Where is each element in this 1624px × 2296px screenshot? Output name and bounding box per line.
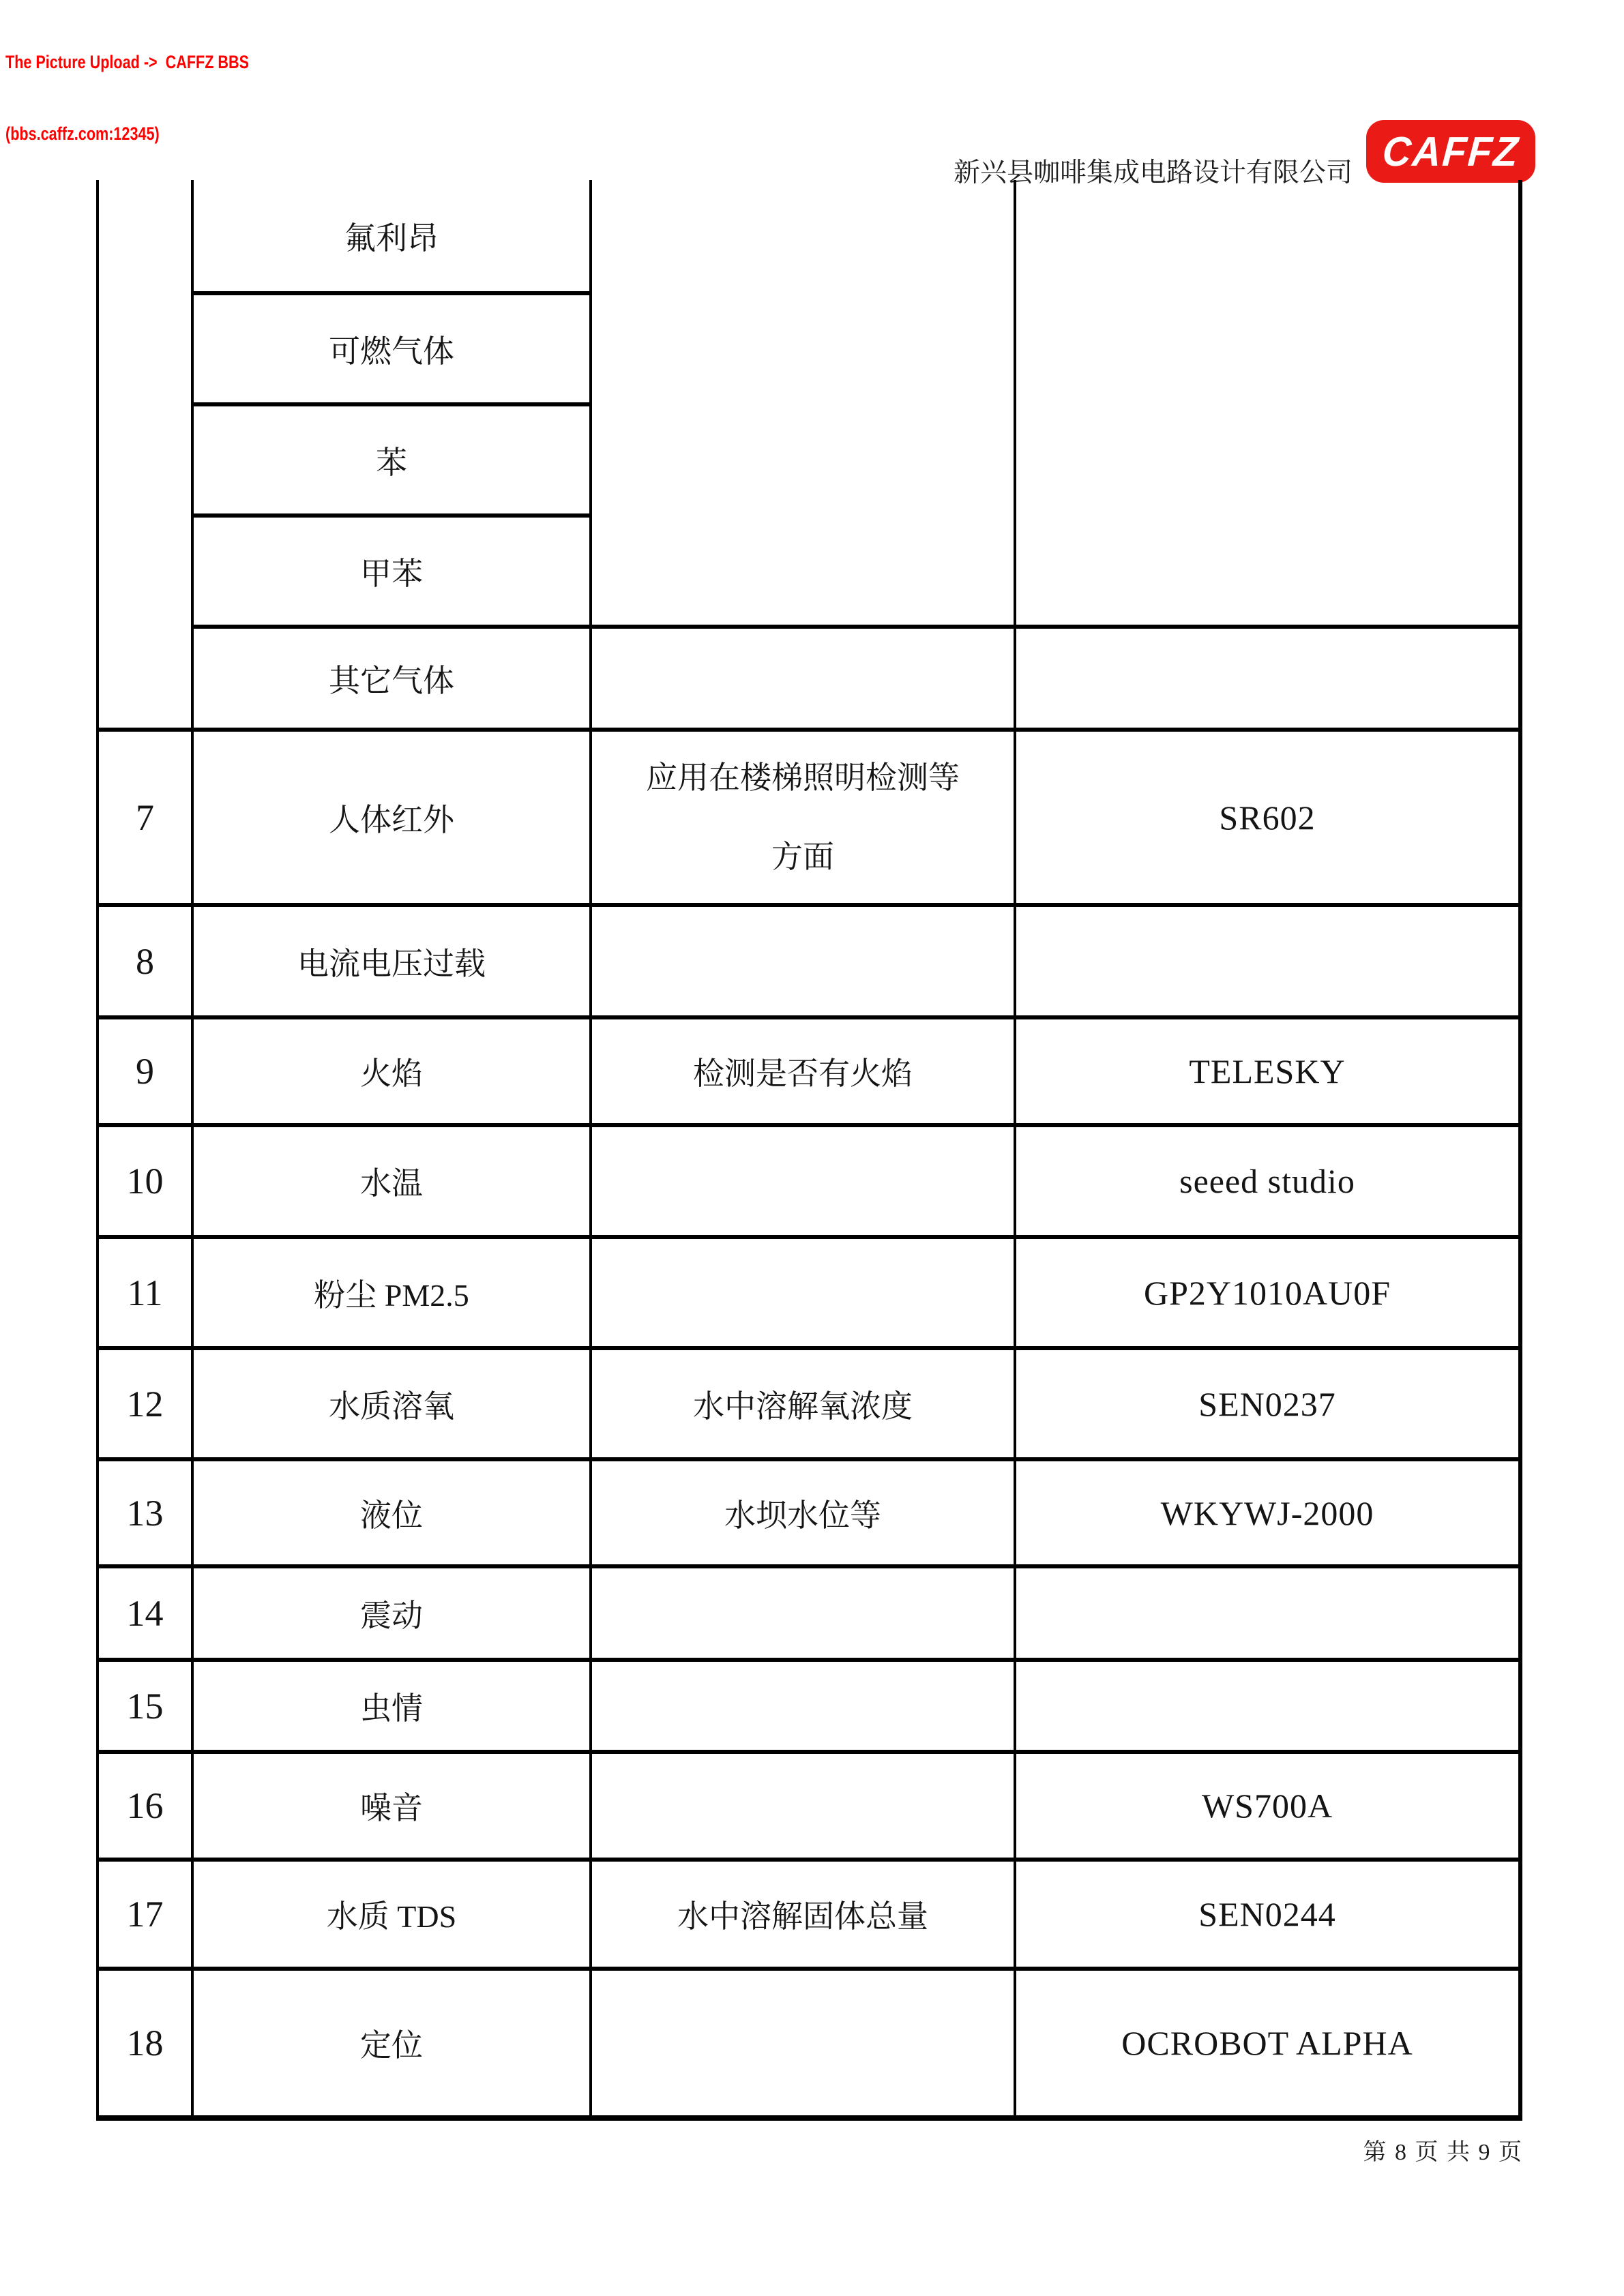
cell-model: OCROBOT ALPHA [1121,2024,1413,2062]
cell-no: 9 [99,1019,194,1127]
cell-name: 电流电压过载 [194,907,592,1019]
cell-model: TELESKY [1016,1019,1518,1127]
cell-description: 水中溶解氧浓度 [592,1350,1016,1461]
cell-name: 液位 [194,1461,592,1568]
cell-name: 火焰 [194,1019,592,1127]
cell-name: 震动 [194,1568,592,1662]
page-number-indicator: 第 8 页 共 9 页 [1363,2140,1523,2165]
cell-no: 10 [99,1127,194,1239]
cell-name: 虫情 [194,1662,592,1754]
cell-description [592,1754,1016,1862]
cell-description [592,1127,1016,1239]
cell-description: 水中溶解固体总量 [592,1862,1016,1971]
watermark-line1: The Picture Upload -> CAFFZ BBS [5,52,250,72]
cell-name-other-gas: 其它气体 [194,629,592,732]
sensor-table [96,180,1522,2121]
cell-name-combustible-gas: 可燃气体 [194,295,592,406]
cell-description [592,1662,1016,1754]
watermark [5,3,249,194]
cell-group-model [1016,180,1518,629]
description-line-1: 应用在楼梯照明检测等 [646,760,960,795]
cell-name: 水质溶氧 [194,1350,592,1461]
cell-description [592,907,1016,1019]
cell-model: SEN0237 [1016,1350,1518,1461]
company-name: 新兴县咖啡集成电路设计有限公司 [953,158,1353,188]
cell-other-gas-model [1016,629,1518,732]
cell-model: GP2Y1010AU0F [1016,1239,1518,1350]
cell-no: 13 [99,1461,194,1568]
cell-group-number [99,180,194,732]
cell-model [1016,907,1518,1019]
cell-model: SR602 [1016,732,1518,907]
cell-model [1016,1568,1518,1662]
watermark-line2: (bbs.caffz.com:12345) [5,123,160,144]
cell-model: seeed studio [1016,1127,1518,1239]
cell-no: 17 [99,1862,194,1971]
cell-description [592,732,1016,907]
cell-name: 水质 TDS [194,1862,592,1971]
description-line-2: 方面 [771,839,834,874]
cell-group-description [592,180,1016,629]
cell-name: 人体红外 [194,732,592,907]
cell-description: 水坝水位等 [592,1461,1016,1568]
cell-no: 8 [99,907,194,1019]
caffz-logo-text: CAFFZ [1381,128,1521,175]
cell-no: 12 [99,1350,194,1461]
cell-model: SEN0244 [1016,1862,1518,1971]
cell-name: 粉尘 PM2.5 [194,1239,592,1350]
cell-description: 检测是否有火焰 [592,1019,1016,1127]
cell-no: 16 [99,1754,194,1862]
cell-no: 15 [99,1662,194,1754]
cell-description [592,1971,1016,2115]
cell-description [592,1568,1016,1662]
cell-other-gas-description [592,629,1016,732]
caffz-logo [1366,120,1535,183]
cell-description [592,1239,1016,1350]
cell-model: WKYWJ-2000 [1016,1461,1518,1568]
cell-model: WS700A [1016,1754,1518,1862]
cell-no: 14 [99,1568,194,1662]
cell-name-benzene: 苯 [194,406,592,518]
cell-name-toluene: 甲苯 [194,518,592,629]
cell-name: 噪音 [194,1754,592,1862]
cell-name: 定位 [194,1971,592,2115]
cell-name-freon: 氟利昂 [194,180,592,295]
cell-no: 11 [99,1239,194,1350]
cell-no: 7 [99,732,194,907]
cell-name: 水温 [194,1127,592,1239]
cell-no: 18 [99,1971,194,2115]
cell-model [1016,1662,1518,1754]
